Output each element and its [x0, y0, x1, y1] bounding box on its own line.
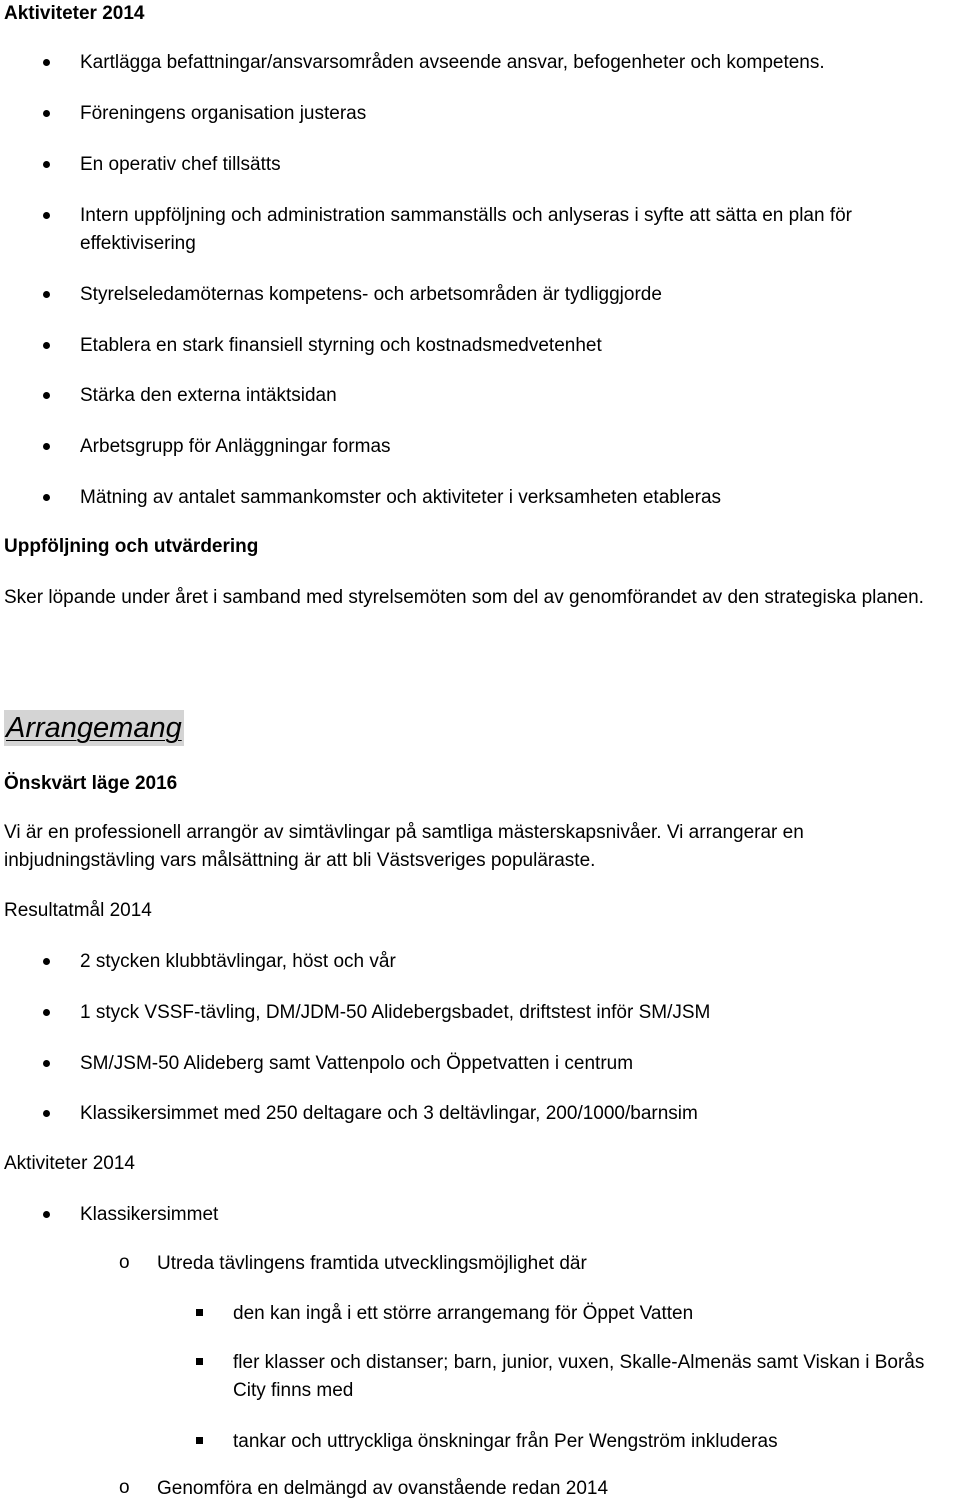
section-heading-followup: Uppföljning och utvärdering: [4, 536, 259, 557]
bullet-dot: [43, 494, 50, 501]
bullet-dot: [43, 1110, 50, 1117]
sub-list-item: Genomföra en delmängd av ovanstående redan 2014: [157, 1478, 609, 1499]
square-bullet: [196, 1309, 203, 1316]
bullet-dot: [43, 161, 50, 168]
sub-sub-list-item: den kan ingå i ett större arrangemang för Öppet Vatten: [233, 1303, 694, 1324]
sub-list-item: Utreda tävlingens framtida utvecklingsmöjlighet där: [157, 1253, 587, 1274]
bullet-dot: [43, 110, 50, 117]
sub-sub-list-item: fler klasser och distanser; barn, junior, vuxen, Skalle-Almenäs samt Viskan i Borås City finns med: [233, 1352, 925, 1401]
sub-bullet-marker: o: [119, 1252, 130, 1273]
bullet-dot: [43, 59, 50, 66]
bullet-dot: [43, 342, 50, 349]
list-item: Kartlägga befattningar/ansvarsområden avseende ansvar, befogenheter och kompetens.: [80, 52, 825, 73]
sub-sub-list-item: tankar och uttryckliga önskningar från Per Wengström inkluderas: [233, 1431, 778, 1452]
list-item: Etablera en stark finansiell styrning och kostnadsmedvetenhet: [80, 335, 602, 356]
bullet-dot: [43, 212, 50, 219]
list-item: Mätning av antalet sammankomster och aktiviteter i verksamheten etableras: [80, 487, 722, 508]
bullet-dot: [43, 443, 50, 450]
list-item: Intern uppföljning och administration sammanställs och anlyseras i syfte att sätta en plan för effektivisering: [80, 205, 853, 254]
section-heading-activities-2014-b: Aktiviteter 2014: [4, 1153, 135, 1174]
list-item: Klassikersimmet med 250 deltagare och 3 deltävlingar, 200/1000/barnsim: [80, 1103, 698, 1124]
bullet-dot: [43, 1009, 50, 1016]
list-item: Stärka den externa intäktsidan: [80, 385, 337, 406]
bullet-dot: [43, 392, 50, 399]
desired-paragraph: Vi är en professionell arrangör av simtävlingar på samtliga mästerskapsnivåer. Vi arrangerar en inbjudningstävling vars målsättning är att bli Västsveriges populäraste.: [4, 822, 804, 871]
bullet-dot: [43, 1060, 50, 1067]
section-heading-activities-2014: Aktiviteter 2014: [4, 3, 145, 24]
bullet-dot: [43, 958, 50, 965]
list-item: Klassikersimmet: [80, 1204, 219, 1225]
section-heading-results-2014: Resultatmål 2014: [4, 900, 152, 921]
list-item: 1 styck VSSF-tävling, DM/JDM-50 Alidebergsbadet, driftstest inför SM/JSM: [80, 1002, 711, 1023]
page-title-arrangemang: Arrangemang: [6, 712, 182, 744]
list-item: Föreningens organisation justeras: [80, 103, 367, 124]
list-item: En operativ chef tillsätts: [80, 154, 281, 175]
square-bullet: [196, 1358, 203, 1365]
sub-bullet-marker: o: [119, 1477, 130, 1498]
list-item: 2 stycken klubbtävlingar, höst och vår: [80, 951, 396, 972]
section-heading-desired-2016: Önskvärt läge 2016: [4, 773, 178, 794]
bullet-dot: [43, 291, 50, 298]
list-item: SM/JSM-50 Alideberg samt Vattenpolo och Öppetvatten i centrum: [80, 1053, 634, 1074]
followup-paragraph: Sker löpande under året i samband med styrelsemöten som del av genomförandet av den strategiska planen.: [4, 587, 924, 608]
bullet-dot: [43, 1211, 50, 1218]
list-item: Arbetsgrupp för Anläggningar formas: [80, 436, 391, 457]
square-bullet: [196, 1437, 203, 1444]
list-item: Styrelseledamöternas kompetens- och arbetsområden är tydliggjorde: [80, 284, 662, 305]
